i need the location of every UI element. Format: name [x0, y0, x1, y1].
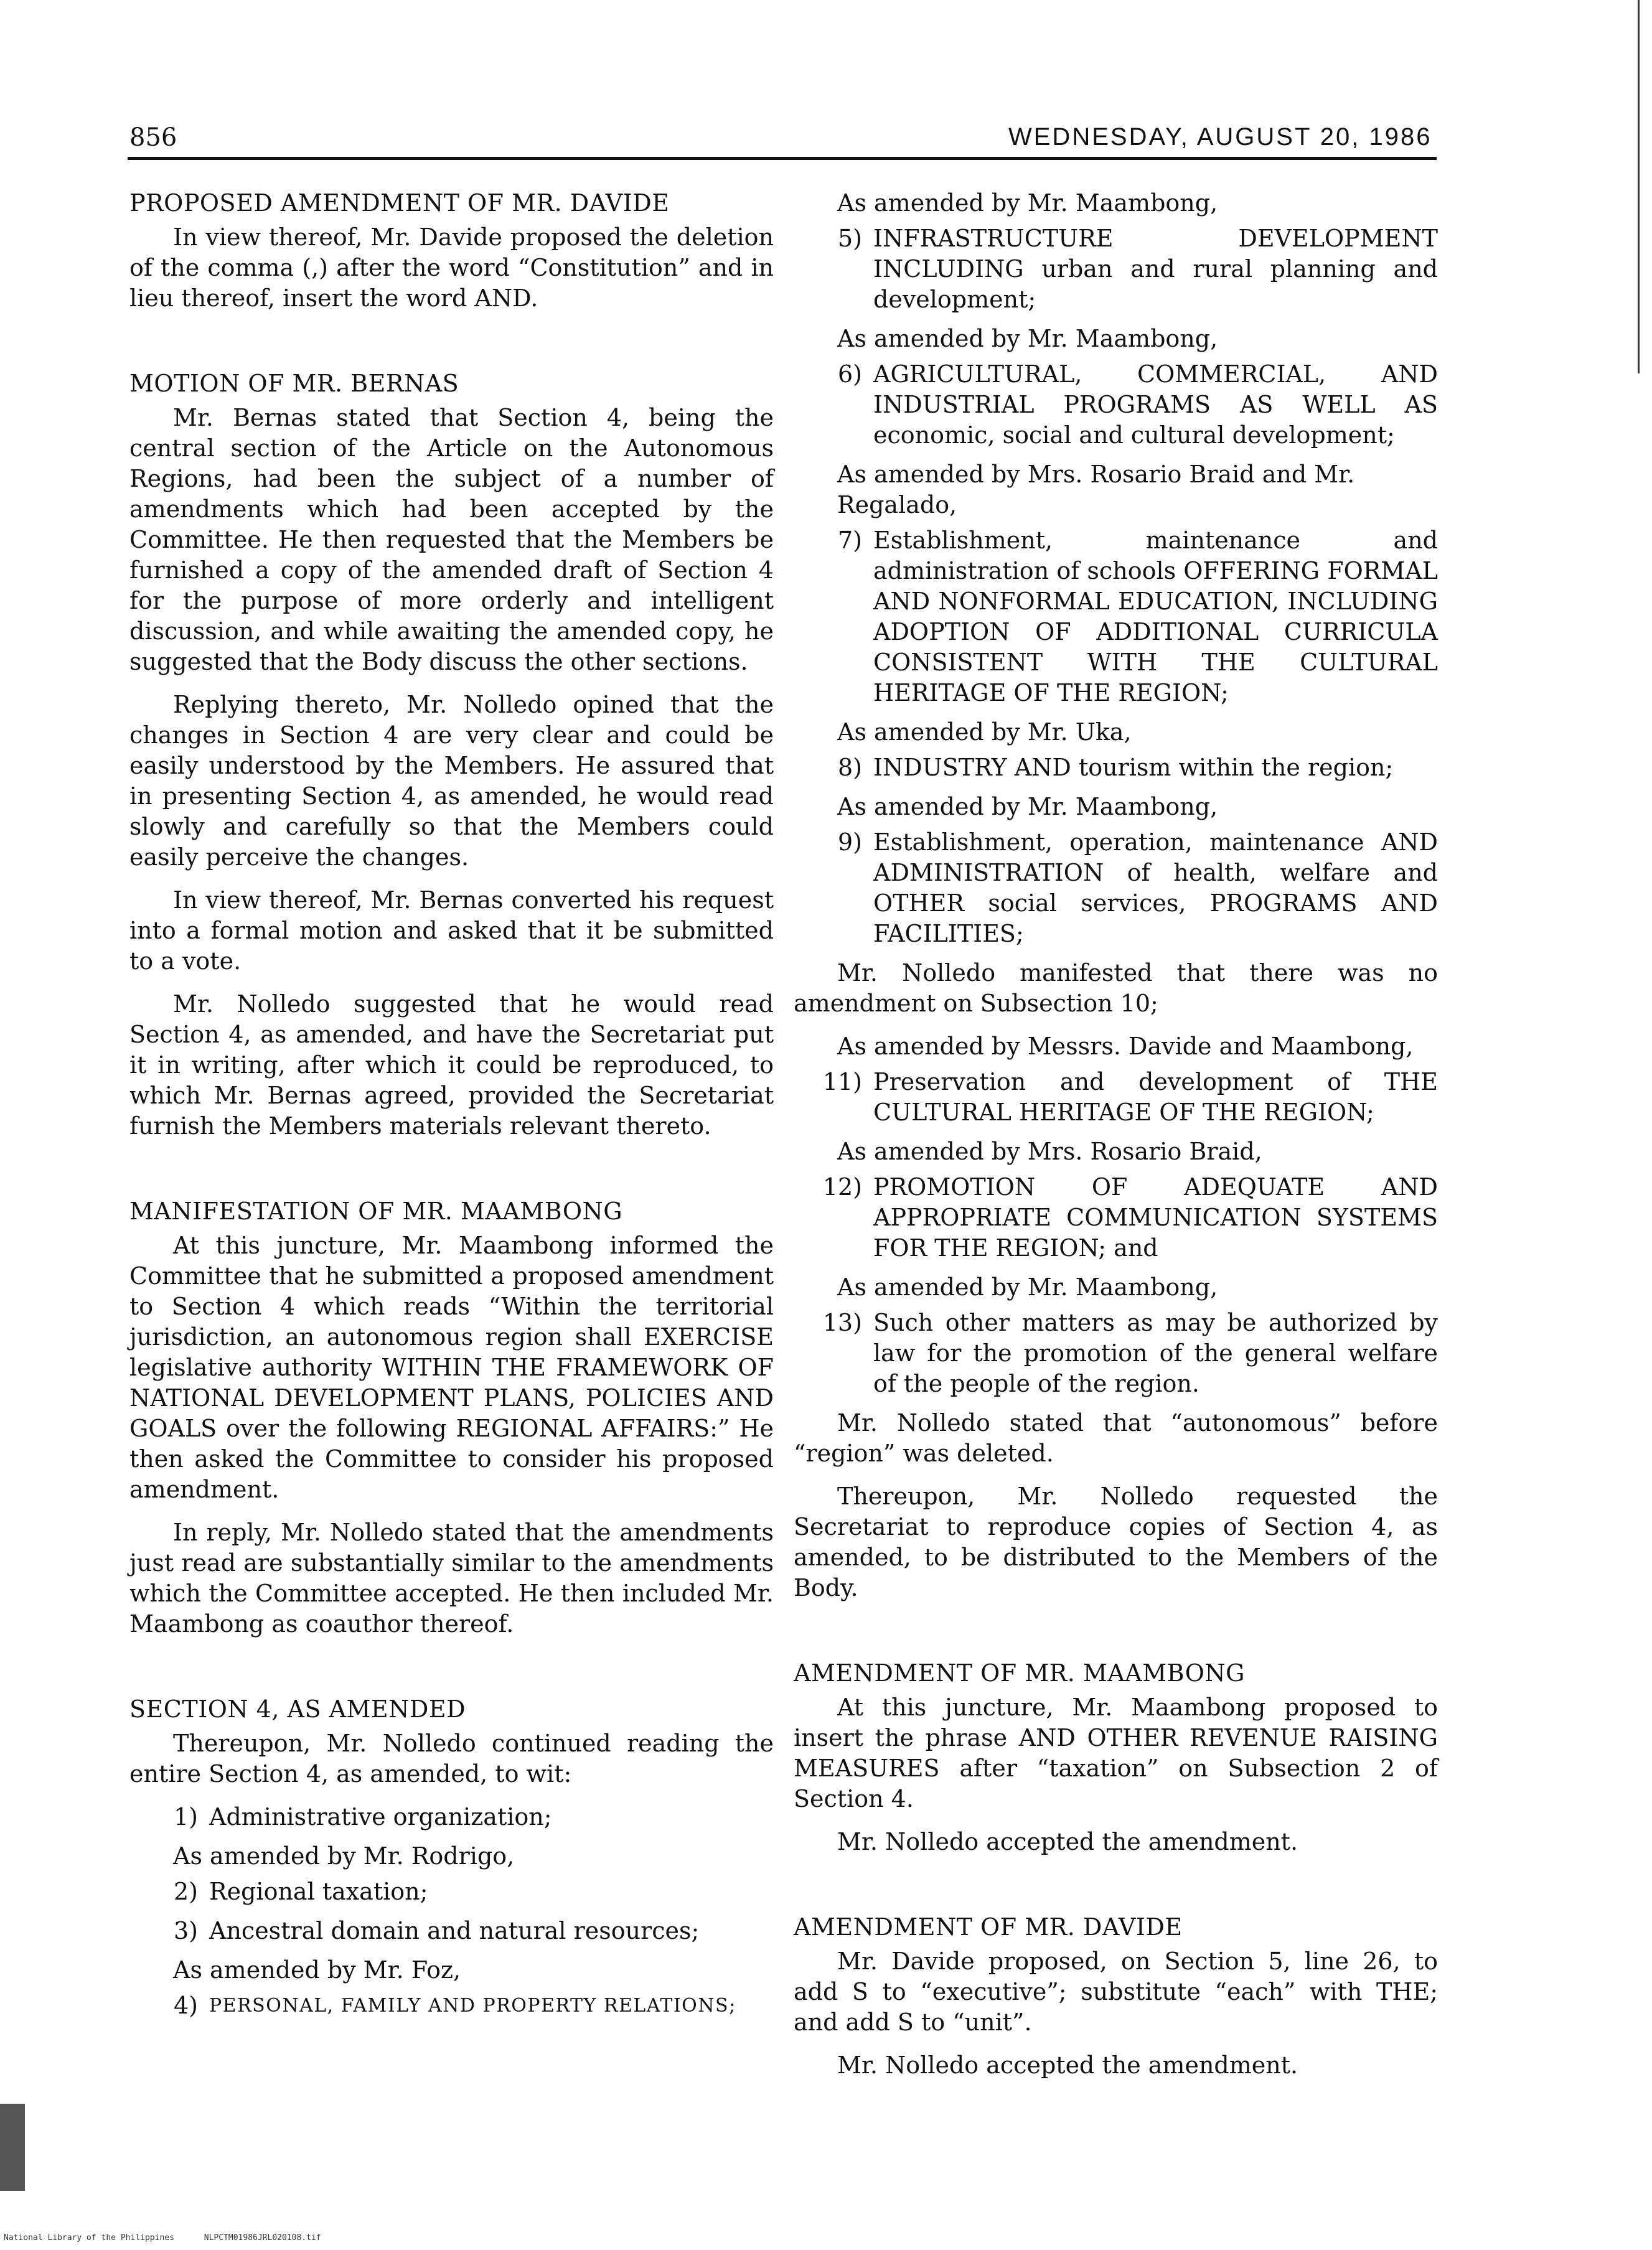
- amended-by-line: As amended by Mr. Rodrigo,: [173, 1842, 515, 1870]
- item-text: PROMOTION OF ADEQUATE AND APPROPRIATE COMMUNICATION SYSTEMS FOR THE REGION; and: [873, 1173, 1438, 1262]
- list-item: [794, 1172, 1438, 1263]
- list-item: [129, 1990, 774, 2021]
- item-text: Establishment, operation, maintenance AND ADMINISTRATION of health, welfare and OTHER social services, PROGRAMS AND FACILITIES;: [873, 828, 1438, 947]
- section-title: AMENDMENT OF MR. DAVIDE: [794, 1913, 1183, 1941]
- page-number: 856: [129, 123, 177, 152]
- paragraph: Mr. Nolledo suggested that he would read Section 4, as amended, and have the Secretariat put it in writing, after which it could be reproduced, to which Mr. Bernas agreed, provided the Secretariat furnish the Members materials relevant thereto.: [129, 990, 774, 1140]
- item-number: 3): [173, 1917, 198, 1944]
- section-title: MOTION OF MR. BERNAS: [129, 370, 459, 397]
- paragraph: Mr. Nolledo manifested that there was no amendment on Subsection 10;: [794, 959, 1438, 1017]
- item-number: 9): [837, 828, 862, 856]
- item-text: Regional taxation;: [209, 1878, 428, 1905]
- paragraph: Mr. Nolledo accepted the amendment.: [837, 1828, 1298, 1855]
- section-title: AMENDMENT OF MR. MAAMBONG: [794, 1659, 1245, 1687]
- section-title: MANIFESTATION OF MR. MAAMBONG: [129, 1198, 623, 1225]
- amended-by-line: As amended by Mr. Uka,: [837, 718, 1132, 746]
- item-number: 7): [837, 527, 862, 554]
- list-item: [794, 525, 1438, 708]
- item-number: 1): [173, 1803, 198, 1830]
- scan-edge-mark: [1638, 0, 1640, 373]
- date-header: WEDNESDAY, AUGUST 20, 1986: [1008, 123, 1432, 151]
- paragraph: In view thereof, Mr. Bernas converted his request into a formal motion and asked that it be submitted to a vote.: [129, 886, 774, 975]
- amended-by-line: As amended by Mr. Foz,: [173, 1956, 461, 1984]
- section-title: SECTION 4, AS AMENDED: [129, 1695, 466, 1723]
- item-text: Such other matters as may be authorized by law for the promotion of the general welfare of the people of the region.: [873, 1309, 1438, 1397]
- item-text: INFRASTRUCTURE DEVELOPMENT INCLUDING urban and rural planning and development;: [873, 225, 1438, 313]
- list-item: [794, 752, 1438, 783]
- item-text: Preservation and development of THE CULTURAL HERITAGE OF THE REGION;: [873, 1068, 1438, 1126]
- item-text: Administrative organization;: [209, 1803, 552, 1830]
- right-column: [794, 188, 1438, 2093]
- paragraph: In view thereof, Mr. Davide proposed the deletion of the comma (,) after the word “Constitution” and in lieu thereof, insert the word AND.: [129, 223, 774, 312]
- amended-by-line: As amended by Mrs. Rosario Braid and Mr. Regalado,: [837, 461, 1355, 518]
- library-name: National Library of the Philippines: [4, 2233, 174, 2243]
- amended-by-line: As amended by Mr. Maambong,: [837, 1273, 1218, 1301]
- scan-footer: [4, 2233, 346, 2243]
- paragraph: Thereupon, Mr. Nolledo continued reading the entire Section 4, as amended, to wit:: [129, 1730, 774, 1788]
- item-number: 6): [837, 360, 862, 388]
- paragraph: Mr. Nolledo accepted the amendment.: [837, 2051, 1298, 2079]
- item-number: 2): [173, 1878, 198, 1905]
- paragraph: Mr. Nolledo stated that “autonomous” before “region” was deleted.: [794, 1409, 1438, 1467]
- section-title: PROPOSED AMENDMENT OF MR. DAVIDE: [129, 189, 670, 217]
- amended-by-line: As amended by Mr. Maambong,: [837, 793, 1218, 820]
- list-item: [129, 1877, 774, 1907]
- paragraph: Replying thereto, Mr. Nolledo opined that the changes in Section 4 are very clear and could be easily understood by the Members. He assured that in presenting Section 4, as amended, he would read slowly and carefully so that the Members could easily perceive the changes.: [129, 691, 774, 871]
- list-item: [794, 359, 1438, 451]
- item-text: PERSONAL, FAMILY AND PROPERTY RELATIONS;: [209, 1995, 736, 2017]
- scan-corner-mark: [0, 2104, 25, 2191]
- list-item: [129, 1916, 774, 1946]
- item-number: 4): [173, 1992, 198, 2019]
- item-number: 5): [837, 225, 862, 252]
- file-name: NLPCTM01986JRL020108.tif: [204, 2233, 321, 2243]
- list-item: [794, 1067, 1438, 1128]
- amended-by-line: As amended by Mr. Maambong,: [837, 189, 1218, 217]
- left-column: [129, 188, 774, 2030]
- item-text: Ancestral domain and natural resources;: [209, 1917, 700, 1944]
- list-item: [129, 1802, 774, 1832]
- item-number: 11): [822, 1068, 862, 1095]
- list-item: [794, 1308, 1438, 1399]
- item-number: 13): [822, 1309, 862, 1336]
- list-item: [794, 827, 1438, 949]
- paragraph: At this juncture, Mr. Maambong proposed to insert the phrase AND OTHER REVENUE RAISING MEASURES after “taxation” on Subsection 2 of Section 4.: [794, 1694, 1438, 1812]
- header-rule: [128, 157, 1437, 160]
- list-item: [794, 223, 1438, 315]
- paragraph: Mr. Bernas stated that Section 4, being the central section of the Article on the Autonomous Regions, had been the subject of a number of amendments which had been accepted by the Committee. He then requested that the Members be furnished a copy of the amended draft of Section 4 for the purpose of more orderly and intelligent discussion, and while awaiting the amended copy, he suggested that the Body discuss the other sections.: [129, 404, 774, 675]
- paragraph: Thereupon, Mr. Nolledo requested the Secretariat to reproduce copies of Section 4, as amended, to be distributed to the Members of the Body.: [794, 1483, 1438, 1601]
- paragraph: Mr. Davide proposed, on Section 5, line 26, to add S to “executive”; substitute “each” with THE; and add S to “unit”.: [794, 1948, 1438, 2036]
- item-text: INDUSTRY AND tourism within the region;: [873, 754, 1394, 781]
- amended-by-line: As amended by Mr. Maambong,: [837, 325, 1218, 352]
- item-number: 8): [837, 754, 862, 781]
- amended-by-line: As amended by Mrs. Rosario Braid,: [837, 1138, 1262, 1165]
- paragraph: In reply, Mr. Nolledo stated that the amendments just read are substantially similar to the amendments which the Committee accepted. He then included Mr. Maambong as coauthor thereof.: [129, 1519, 774, 1638]
- item-number: 12): [822, 1173, 862, 1201]
- item-text: AGRICULTURAL, COMMERCIAL, AND INDUSTRIAL PROGRAMS AS WELL AS economic, social and cultural development;: [873, 360, 1438, 449]
- amended-by-line: As amended by Messrs. Davide and Maambong,: [837, 1033, 1414, 1060]
- paragraph: At this juncture, Mr. Maambong informed the Committee that he submitted a proposed amendment to Section 4 which reads “Within the territorial jurisdiction, an autonomous region shall EXERCISE legislative authority WITHIN THE FRAMEWORK OF NATIONAL DEVELOPMENT PLANS, POLICIES AND GOALS over the following REGIONAL AFFAIRS:” He then asked the Committee to consider his proposed amendment.: [129, 1232, 774, 1503]
- item-text: Establishment, maintenance and administration of schools OFFERING FORMAL AND NONFORMAL EDUCATION, INCLUDING ADOPTION OF ADDITIONAL CURRICULA CONSISTENT WITH THE CULTURAL HERITAGE OF THE REGION;: [873, 527, 1438, 706]
